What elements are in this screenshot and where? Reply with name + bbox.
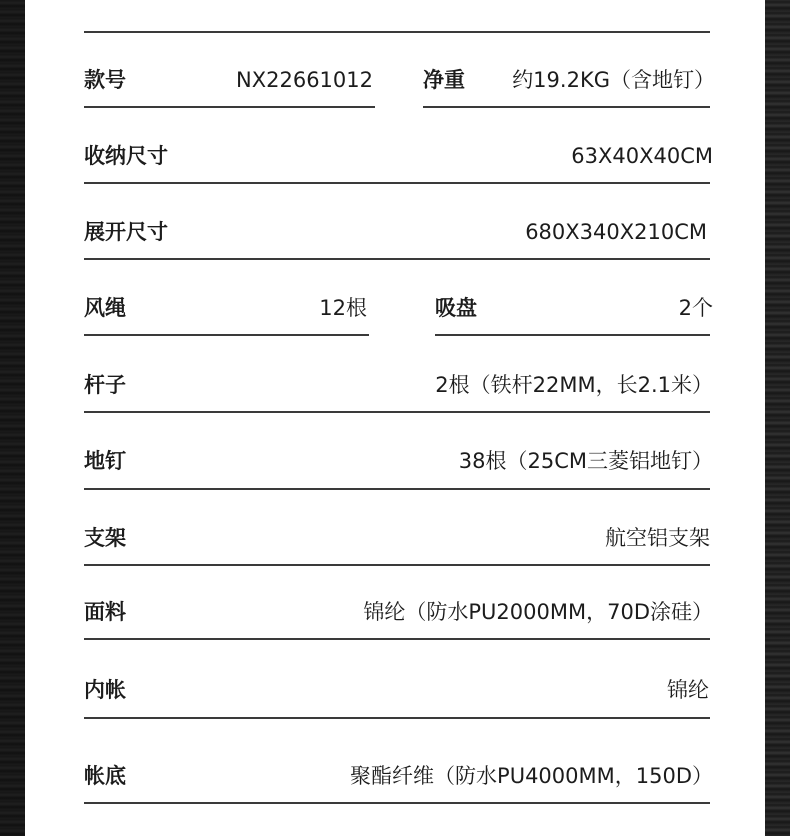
pole-divider — [84, 411, 710, 413]
right-dark-border — [765, 0, 790, 836]
left-dark-border — [0, 0, 25, 836]
weight-label: 净重 — [423, 68, 465, 92]
frame-value: 航空铝支架 — [605, 526, 710, 550]
packed-size-value: 63X40X40CM — [571, 144, 713, 168]
guy-rope-value: 12根 — [319, 296, 367, 320]
inner-tent-divider — [84, 717, 710, 719]
model-value: NX22661012 — [236, 68, 373, 92]
packed-size-label: 收纳尺寸 — [84, 144, 168, 168]
inner-tent-label: 内帐 — [84, 678, 126, 702]
stake-divider — [84, 488, 710, 490]
stake-label: 地钉 — [84, 449, 126, 473]
suction-cup-label: 吸盘 — [435, 296, 477, 320]
top-divider — [84, 31, 710, 33]
frame-divider — [84, 564, 710, 566]
weight-divider — [423, 106, 710, 108]
open-size-divider — [84, 258, 710, 260]
weight-value: 约19.2KG（含地钉） — [512, 68, 715, 92]
inner-tent-value: 锦纶 — [667, 678, 709, 702]
fabric-value: 锦纶（防水PU2000MM，70D涂硅） — [363, 600, 713, 624]
frame-label: 支架 — [84, 526, 126, 550]
fabric-divider — [84, 638, 710, 640]
floor-value: 聚酯纤维（防水PU4000MM，150D） — [350, 764, 713, 788]
pole-label: 杆子 — [84, 373, 126, 397]
stake-value: 38根（25CM三菱铝地钉） — [458, 449, 713, 473]
pole-value: 2根（铁杆22MM，长2.1米） — [435, 373, 713, 397]
guy-rope-divider — [84, 334, 369, 336]
spec-sheet — [25, 0, 765, 836]
suction-cup-divider — [435, 334, 710, 336]
floor-label: 帐底 — [84, 764, 126, 788]
packed-size-divider — [84, 182, 710, 184]
model-label: 款号 — [84, 68, 126, 92]
floor-divider — [84, 802, 710, 804]
open-size-label: 展开尺寸 — [84, 220, 168, 244]
fabric-label: 面料 — [84, 600, 126, 624]
guy-rope-label: 风绳 — [84, 296, 126, 320]
model-divider — [84, 106, 375, 108]
suction-cup-value: 2个 — [678, 296, 713, 320]
open-size-value: 680X340X210CM — [525, 220, 707, 244]
